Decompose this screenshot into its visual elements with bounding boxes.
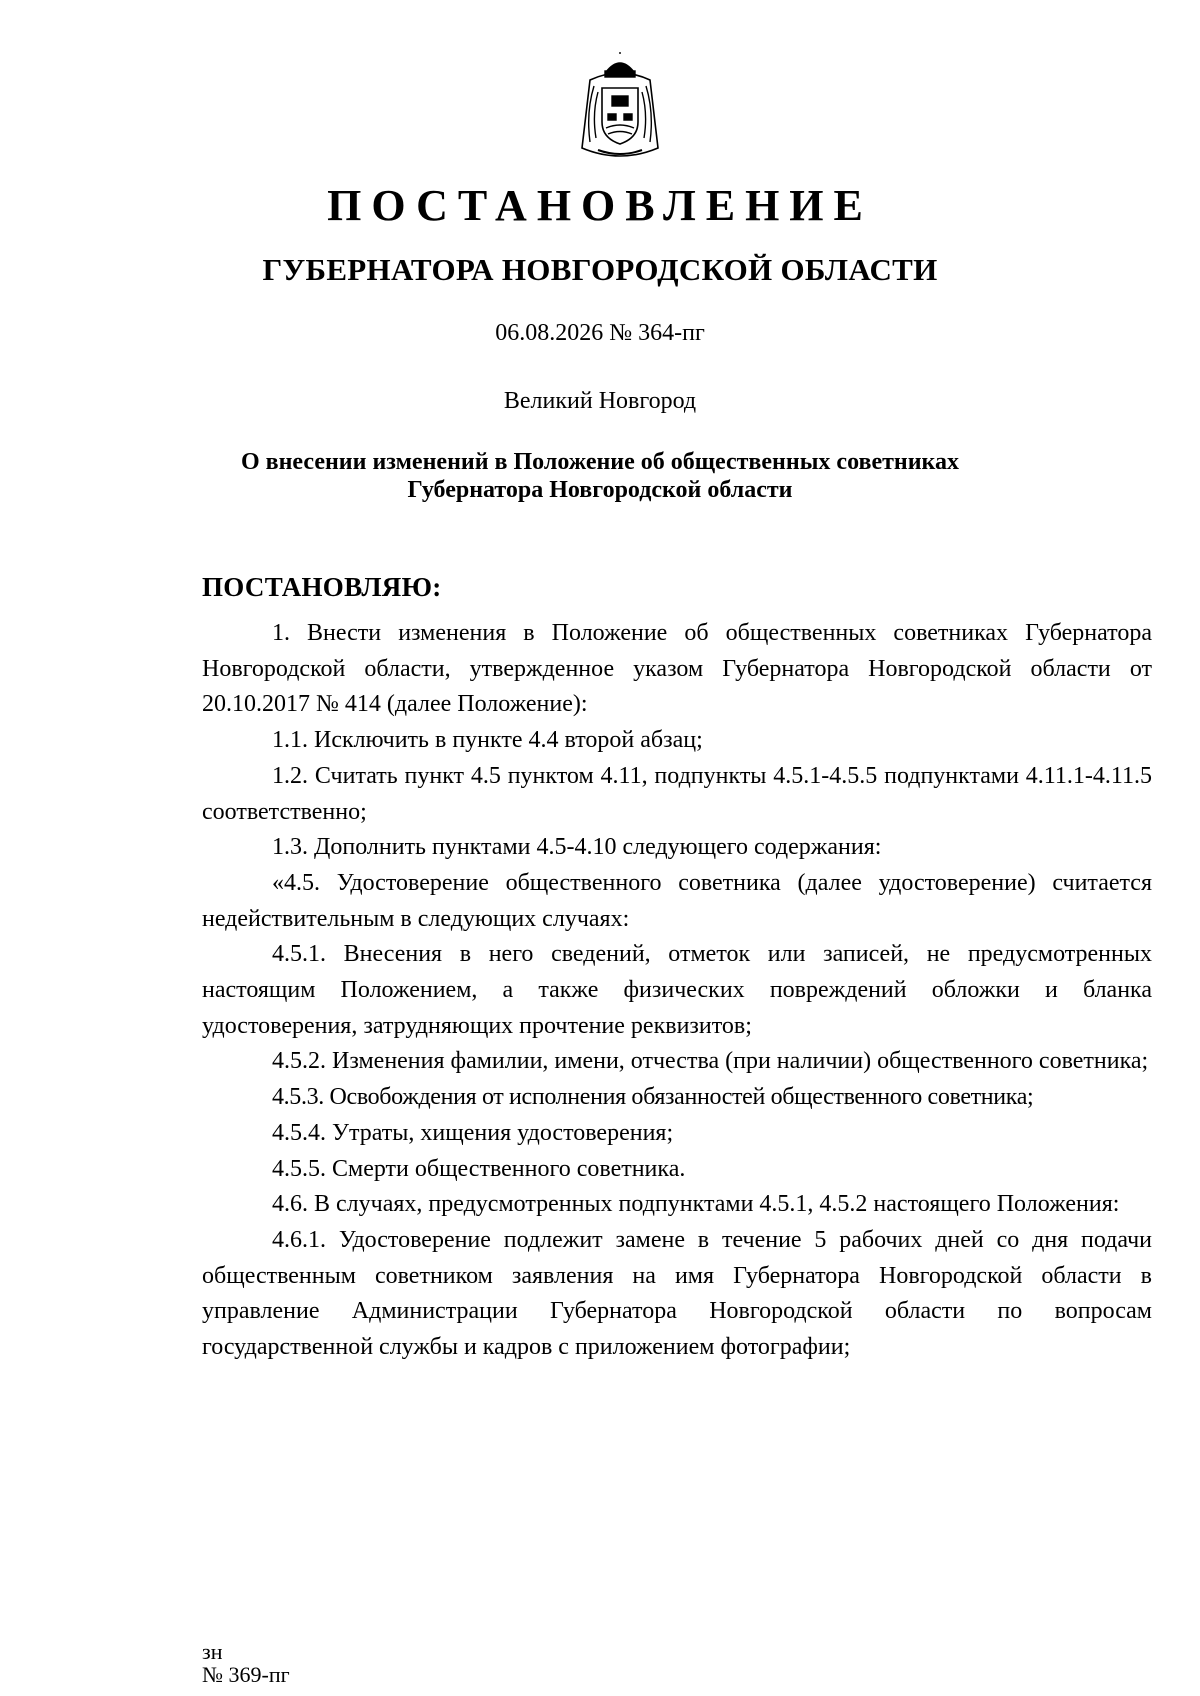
footer-initials: зн [202,1639,223,1664]
document-body [202,616,1152,1366]
paragraph: 1.1. Исключить в пункте 4.4 второй абзац; [272,727,703,754]
paragraph: 4.5.1. Внесения в него сведений, отметок или записей, не предусмотренных настоящим Положением, а также физических повреждений обложки и бланка удостоверения, затрудняющих прочтение реквизитов; [202,941,1152,1039]
document-title: ПОСТАНОВЛЕНИЕ [327,181,873,230]
footer-note [202,1640,290,1686]
paragraph: 4.6.1. Удостоверение подлежит замене в течение 5 рабочих дней со дня подачи общественным советником заявления на имя Губернатора Новгородской области в управление Администрации Губернатора Новгородской области по вопросам государственной службы и кадров с приложением фотографии; [202,1226,1152,1361]
decree-word: ПОСТАНОВЛЯЮ: [202,572,442,602]
paragraph: 1.2. Считать пункт 4.5 пунктом 4.11, подпункты 4.5.1-4.5.5 подпунктами 4.11.1-4.11.5 соответственно; [202,762,1152,825]
date-and-number: 06.08.2026 № 364-пг [495,320,705,346]
paragraph: 4.5.3. Освобождения от исполнения обязанностей общественного советника; [272,1084,1034,1111]
subject-line-1: О внесении изменений в Положение об общественных советниках [240,449,960,475]
novgorod-coat-of-arms-icon [578,52,662,162]
footer-doc-number: № 369-пг [202,1662,290,1687]
subject-line-2: Губернатора Новгородской области [407,477,793,503]
paragraph: 4.5.5. Смерти общественного советника. [272,1155,686,1182]
paragraph: 4.5.4. Утраты, хищения удостоверения; [272,1119,674,1146]
issuer-title: ГУБЕРНАТОРА НОВГОРОДСКОЙ ОБЛАСТИ [262,252,938,287]
paragraph: «4.5. Удостоверение общественного советника (далее удостоверение) считается недействительным в следующих случаях: [202,869,1152,932]
paragraph: 4.6. В случаях, предусмотренных подпунктами 4.5.1, 4.5.2 настоящего Положения: [272,1191,1120,1218]
document-subject [0,448,1200,504]
paragraph: 4.5.2. Изменения фамилии, имени, отчества (при наличии) общественного советника; [272,1048,1149,1075]
paragraph: 1.3. Дополнить пунктами 4.5-4.10 следующего содержания: [272,834,882,861]
paragraph: 1. Внести изменения в Положение об общественных советниках Губернатора Новгородской области, утвержденное указом Губернатора Новгородской области от 20.10.2017 № 414 (далее Положение): [202,620,1152,718]
issue-city: Великий Новгород [503,388,697,414]
